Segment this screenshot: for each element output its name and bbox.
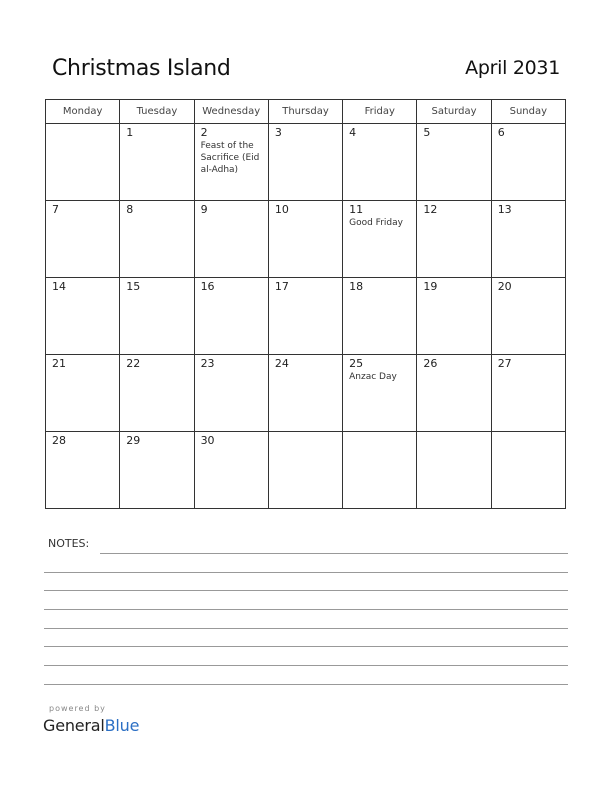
day-number: 27 [497, 357, 512, 370]
day-number: 4 [349, 126, 357, 139]
notes-label: NOTES: [48, 537, 90, 550]
day-number: 6 [497, 126, 505, 139]
weekday-header: Sunday [491, 100, 565, 124]
day-cell [268, 124, 342, 201]
day-cell [120, 355, 194, 432]
holiday-label: Anzac Day [349, 372, 397, 382]
note-line [44, 646, 568, 647]
week-row [46, 432, 566, 509]
brand-blue: Blue [104, 716, 140, 735]
day-number: 3 [274, 126, 282, 139]
day-cell [120, 432, 194, 509]
day-cell [491, 278, 565, 355]
day-number: 9 [200, 203, 208, 216]
day-number: 1 [126, 126, 134, 139]
weekday-header: Tuesday [120, 100, 194, 124]
holiday-label: Feast of the Sacrifice (Eid al-Adha) [200, 141, 260, 175]
day-cell [343, 278, 417, 355]
day-cell [46, 124, 120, 201]
day-cell [491, 355, 565, 432]
weekday-header: Saturday [417, 100, 491, 124]
note-line [44, 665, 568, 666]
weekday-header: Thursday [268, 100, 342, 124]
powered-by-text: powered by [49, 704, 106, 713]
day-number: 17 [274, 280, 289, 293]
day-cell [268, 355, 342, 432]
day-cell [120, 201, 194, 278]
weekday-header: Friday [343, 100, 417, 124]
day-number: 19 [423, 280, 438, 293]
day-cell [417, 201, 491, 278]
calendar-month: April 2031 [465, 57, 560, 79]
day-number: 23 [200, 357, 215, 370]
day-number: 26 [423, 357, 438, 370]
week-row [46, 124, 566, 201]
day-number: 20 [497, 280, 512, 293]
day-cell [417, 432, 491, 509]
day-cell [46, 201, 120, 278]
day-number: 14 [52, 280, 66, 293]
generalblue-logo [43, 716, 139, 735]
day-cell [46, 355, 120, 432]
day-number: 25 [349, 357, 364, 370]
day-number: 11 [349, 203, 364, 216]
day-cell [268, 278, 342, 355]
day-cell [194, 201, 268, 278]
day-number: 24 [274, 357, 289, 370]
note-line [44, 628, 568, 629]
day-cell [194, 124, 268, 201]
day-number: 10 [274, 203, 289, 216]
day-number: 16 [200, 280, 215, 293]
day-cell [343, 355, 417, 432]
day-cell [120, 278, 194, 355]
day-cell [194, 278, 268, 355]
week-row [46, 278, 566, 355]
day-cell [491, 201, 565, 278]
note-line [44, 590, 568, 591]
weekday-header: Monday [46, 100, 120, 124]
calendar-title: Christmas Island [52, 56, 231, 81]
day-cell [194, 432, 268, 509]
day-number: 30 [200, 434, 215, 447]
weekday-header: Wednesday [194, 100, 268, 124]
day-cell [343, 432, 417, 509]
day-cell [268, 201, 342, 278]
week-row [46, 201, 566, 278]
day-number: 8 [126, 203, 134, 216]
day-cell [417, 124, 491, 201]
day-cell [194, 355, 268, 432]
day-cell [120, 124, 194, 201]
day-number: 5 [423, 126, 431, 139]
day-number: 12 [423, 203, 438, 216]
day-number: 13 [497, 203, 512, 216]
day-number: 18 [349, 280, 364, 293]
day-number: 29 [126, 434, 141, 447]
day-cell [491, 124, 565, 201]
week-row [46, 355, 566, 432]
day-cell [417, 278, 491, 355]
day-number: 15 [126, 280, 141, 293]
day-number: 2 [200, 126, 208, 139]
day-cell [46, 278, 120, 355]
day-cell [343, 201, 417, 278]
day-number: 28 [52, 434, 66, 447]
day-cell [268, 432, 342, 509]
day-number: 22 [126, 357, 141, 370]
note-line [44, 609, 568, 610]
day-number: 7 [52, 203, 59, 216]
note-line [44, 684, 568, 685]
day-cell [46, 432, 120, 509]
day-number: 21 [52, 357, 66, 370]
note-line [44, 572, 568, 573]
brand-general: General [43, 716, 105, 735]
day-cell [491, 432, 565, 509]
weekday-header-row [46, 100, 566, 124]
note-line [100, 553, 568, 554]
day-cell [417, 355, 491, 432]
day-cell [343, 124, 417, 201]
calendar-grid [45, 99, 566, 509]
holiday-label: Good Friday [349, 218, 403, 228]
